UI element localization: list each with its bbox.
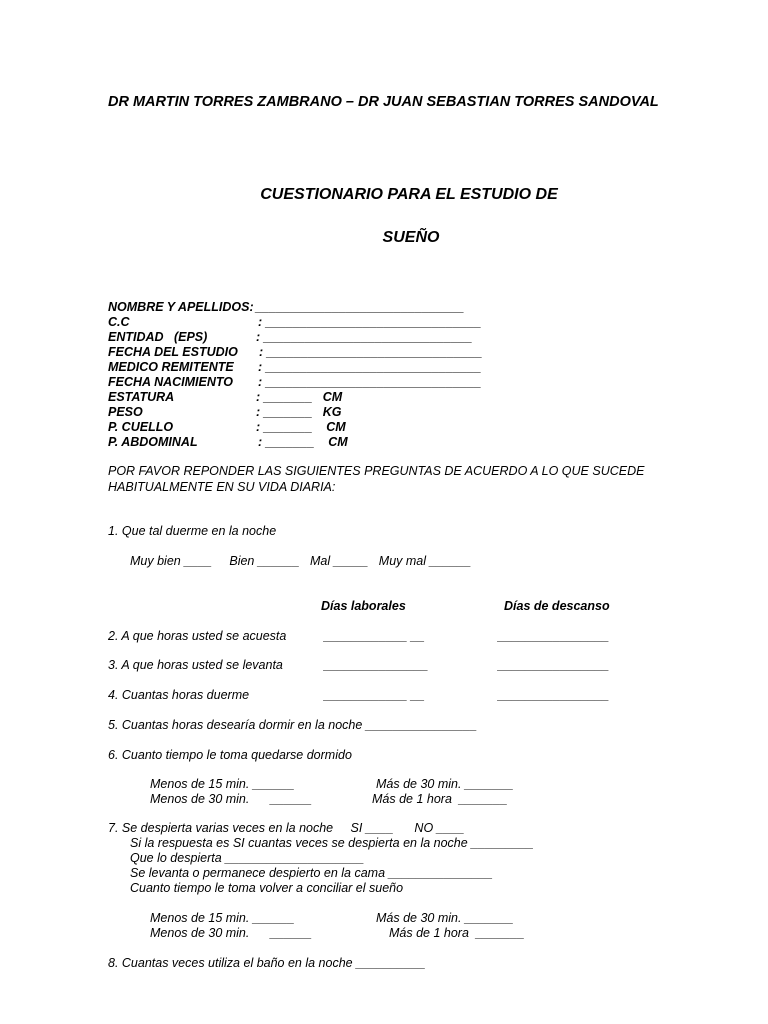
question-3-work[interactable]: _______________: [324, 658, 429, 672]
question-3: 3. A que horas usted se levanta: [108, 658, 283, 672]
field-cc[interactable]: : _______________________________: [258, 315, 482, 329]
field-fecha-estudio[interactable]: : _______________________________: [259, 345, 483, 359]
question-4-work[interactable]: ____________ __: [324, 688, 425, 702]
question-6-option-3[interactable]: Menos de 30 min. ______: [150, 792, 312, 806]
field-medico[interactable]: : _______________________________: [258, 360, 482, 374]
field-cuello[interactable]: : _______ CM: [256, 420, 346, 434]
field-peso[interactable]: : _______ KG: [256, 405, 342, 419]
doctors-header: DR MARTIN TORRES ZAMBRANO – DR JUAN SEBASTIAN TORRES SANDOVAL: [108, 94, 659, 110]
question-7-option-3[interactable]: Menos de 30 min. ______: [150, 926, 312, 940]
question-6-option-2[interactable]: Más de 30 min. _______: [376, 777, 514, 791]
question-4: 4. Cuantas horas duerme: [108, 688, 250, 702]
column-dias-laborales: Días laborales: [321, 599, 406, 613]
field-label-fecha-estudio: FECHA DEL ESTUDIO: [108, 345, 238, 359]
question-7-option-1[interactable]: Menos de 15 min. ______: [150, 911, 295, 925]
field-nacimiento[interactable]: : _______________________________: [258, 375, 482, 389]
field-label-medico: MEDICO REMITENTE: [108, 360, 234, 374]
field-label-nacimiento: FECHA NACIMIENTO: [108, 375, 233, 389]
question-6-option-4[interactable]: Más de 1 hora _______: [372, 792, 508, 806]
form-title: CUESTIONARIO PARA EL ESTUDIO DE: [260, 186, 558, 203]
field-label-cuello: P. CUELLO: [108, 420, 174, 434]
field-nombre[interactable]: ______________________________: [252, 300, 465, 314]
field-entidad[interactable]: : ______________________________: [256, 330, 473, 344]
question-7-sub-3[interactable]: Se levanta o permanece despierto en la cama _______________: [130, 866, 493, 880]
question-7-sub-2[interactable]: Que lo despierta ____________________: [130, 851, 365, 865]
question-8[interactable]: 8. Cuantas veces utiliza el baño en la noche __________: [108, 956, 426, 970]
column-dias-descanso: Días de descanso: [504, 599, 610, 613]
field-estatura[interactable]: : _______ CM: [256, 390, 343, 404]
field-label-abdominal: P. ABDOMINAL: [108, 435, 198, 449]
question-6-option-1[interactable]: Menos de 15 min. ______: [150, 777, 295, 791]
question-4-rest[interactable]: ________________: [498, 688, 610, 702]
question-7-sub-4: Cuanto tiempo le toma volver a conciliar el sueño: [130, 881, 404, 895]
question-6: 6. Cuanto tiempo le toma quedarse dormido: [108, 748, 352, 762]
instructions-line-2: HABITUALMENTE EN SU VIDA DIARIA:: [108, 480, 336, 494]
field-label-estatura: ESTATURA: [108, 390, 175, 404]
question-2: 2. A que horas usted se acuesta: [108, 629, 287, 643]
question-7[interactable]: 7. Se despierta varias veces en la noche SI ____ NO ____: [108, 821, 465, 835]
field-label-cc: C.C: [108, 315, 130, 329]
question-1-options[interactable]: Muy bien ____ Bien ______ Mal _____ Muy mal ______: [130, 554, 472, 568]
instructions-line-1: POR FAVOR REPONDER LAS SIGUIENTES PREGUNTAS DE ACUERDO A LO QUE SUCEDE: [108, 464, 645, 478]
question-2-rest[interactable]: ________________: [498, 629, 610, 643]
question-3-rest[interactable]: ________________: [498, 658, 610, 672]
question-7-option-2[interactable]: Más de 30 min. _______: [376, 911, 514, 925]
field-label-peso: PESO: [108, 405, 143, 419]
question-1: 1. Que tal duerme en la noche: [108, 524, 277, 538]
field-label-nombre: NOMBRE Y APELLIDOS:: [108, 300, 254, 314]
question-7-sub-1[interactable]: Si la respuesta es SI cuantas veces se despierta en la noche _________: [130, 836, 534, 850]
field-abdominal[interactable]: : _______ CM: [258, 435, 348, 449]
field-label-entidad: ENTIDAD (EPS): [108, 330, 208, 344]
form-title-2: SUEÑO: [382, 229, 440, 246]
question-2-work[interactable]: ____________ __: [324, 629, 425, 643]
question-5[interactable]: 5. Cuantas horas desearía dormir en la noche ________________: [108, 718, 478, 732]
question-7-option-4[interactable]: Más de 1 hora _______: [389, 926, 525, 940]
